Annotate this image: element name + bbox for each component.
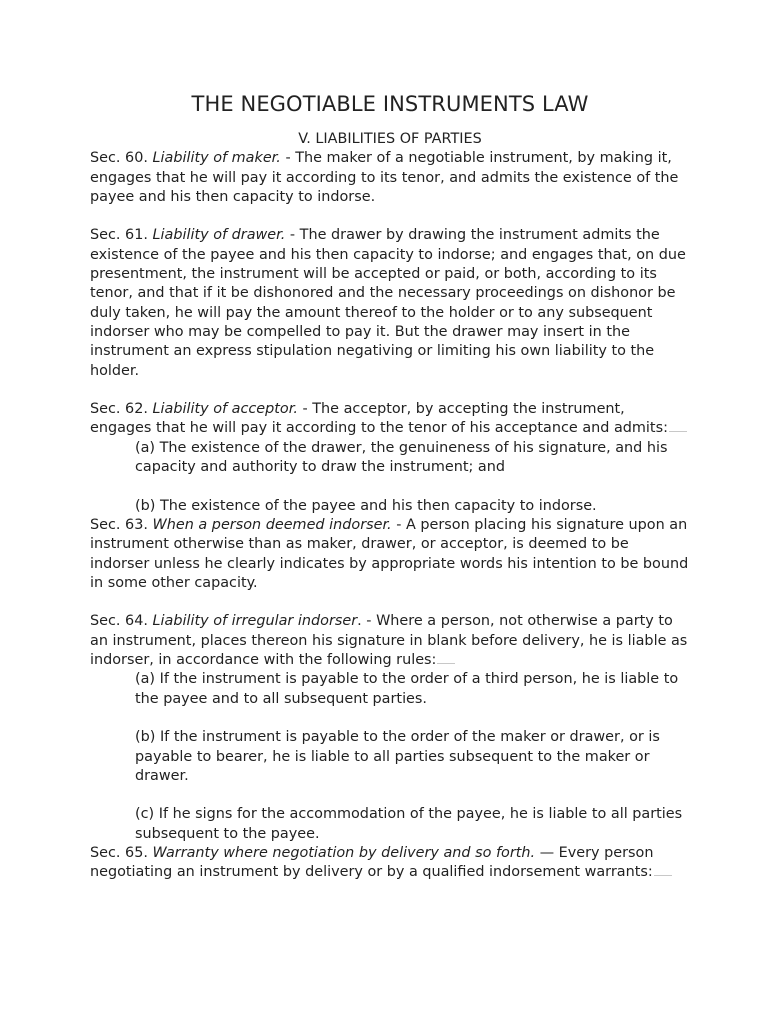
section-caption: Liability of irregular indorser — [152, 613, 358, 630]
section-number: Sec. 64. — [90, 613, 148, 630]
continuation-mark — [669, 430, 687, 432]
section-63 — [90, 516, 690, 593]
section-caption: Liability of acceptor. — [152, 401, 298, 418]
list-item: (c) If he signs for the accommodation of the payee, he is liable to all parties subsequent to the payee. — [135, 806, 683, 842]
section-number: Sec. 62. — [90, 401, 148, 418]
section-caption: Warranty where negotiation by delivery and so forth. — [152, 844, 536, 861]
section-number: Sec. 65. — [90, 844, 148, 861]
section-64 — [90, 612, 690, 670]
section-body: - A person placing his signature upon an instrument otherwise than as maker, drawer, or acceptor, is deemed to be indorser unless he clearly indicates by appropriate words his intention to be bound in some other capacity. — [90, 516, 689, 591]
document-page — [90, 90, 690, 883]
document-title: THE NEGOTIABLE INSTRUMENTS LAW — [191, 92, 589, 116]
section-caption: Liability of maker. — [152, 150, 281, 167]
list-item: (b) The existence of the payee and his then capacity to indorse. — [135, 497, 597, 514]
section-body: - The maker of a negotiable instrument, by making it, engages that he will pay it according to its tenor, and admits the existence of the payee and his then capacity to indorse. — [90, 150, 679, 205]
section-caption: When a person deemed indorser. — [152, 516, 392, 533]
section-60 — [90, 149, 690, 207]
list-item: (a) The existence of the drawer, the genuineness of his signature, and his capacity and authority to draw the instrument; and — [135, 439, 668, 476]
section-62 — [90, 400, 690, 439]
section-number: Sec. 60. — [90, 150, 148, 167]
list-item: (b) If the instrument is payable to the order of the maker or drawer, or is payable to bearer, he is liable to all parties subsequent to the maker or drawer. — [135, 729, 660, 784]
section-body: . - Where a person, not otherwise a party to an instrument, places thereon his signature in blank before delivery, he is liable as indorser, in accordance with the following rules: — [90, 613, 688, 669]
section-body: - The drawer by drawing the instrument admits the existence of the payee and his then capacity to indorse; and engages that, on due presentment, the instrument will be accepted or paid, or both, according to its tenor, and that if it be dishonored and the necessary proceedings on dishonor be duly taken, he will pay the amount thereof to the holder or to any subsequent indorser who may be compelled to pay it. But the drawer may insert in the instrument an express stipulation negativing or limiting his own liability to the holder. — [90, 227, 686, 379]
section-number: Sec. 61. — [90, 227, 148, 244]
section-65 — [90, 844, 690, 883]
section-body: - The acceptor, by accepting the instrument, engages that he will pay it according to the tenor of his acceptance and admits: — [90, 401, 668, 437]
section-caption: Liability of drawer. — [152, 227, 286, 244]
section-body: — Every person negotiating an instrument by delivery or by a qualified indorsement warrants: — [90, 844, 654, 881]
part-heading: V. LIABILITIES OF PARTIES — [298, 131, 482, 147]
continuation-mark — [654, 874, 672, 876]
list-item: (a) If the instrument is payable to the order of a third person, he is liable to the payee and to all subsequent parties. — [135, 671, 679, 707]
continuation-mark — [437, 662, 455, 664]
section-number: Sec. 63. — [90, 516, 148, 533]
section-61 — [90, 226, 690, 380]
